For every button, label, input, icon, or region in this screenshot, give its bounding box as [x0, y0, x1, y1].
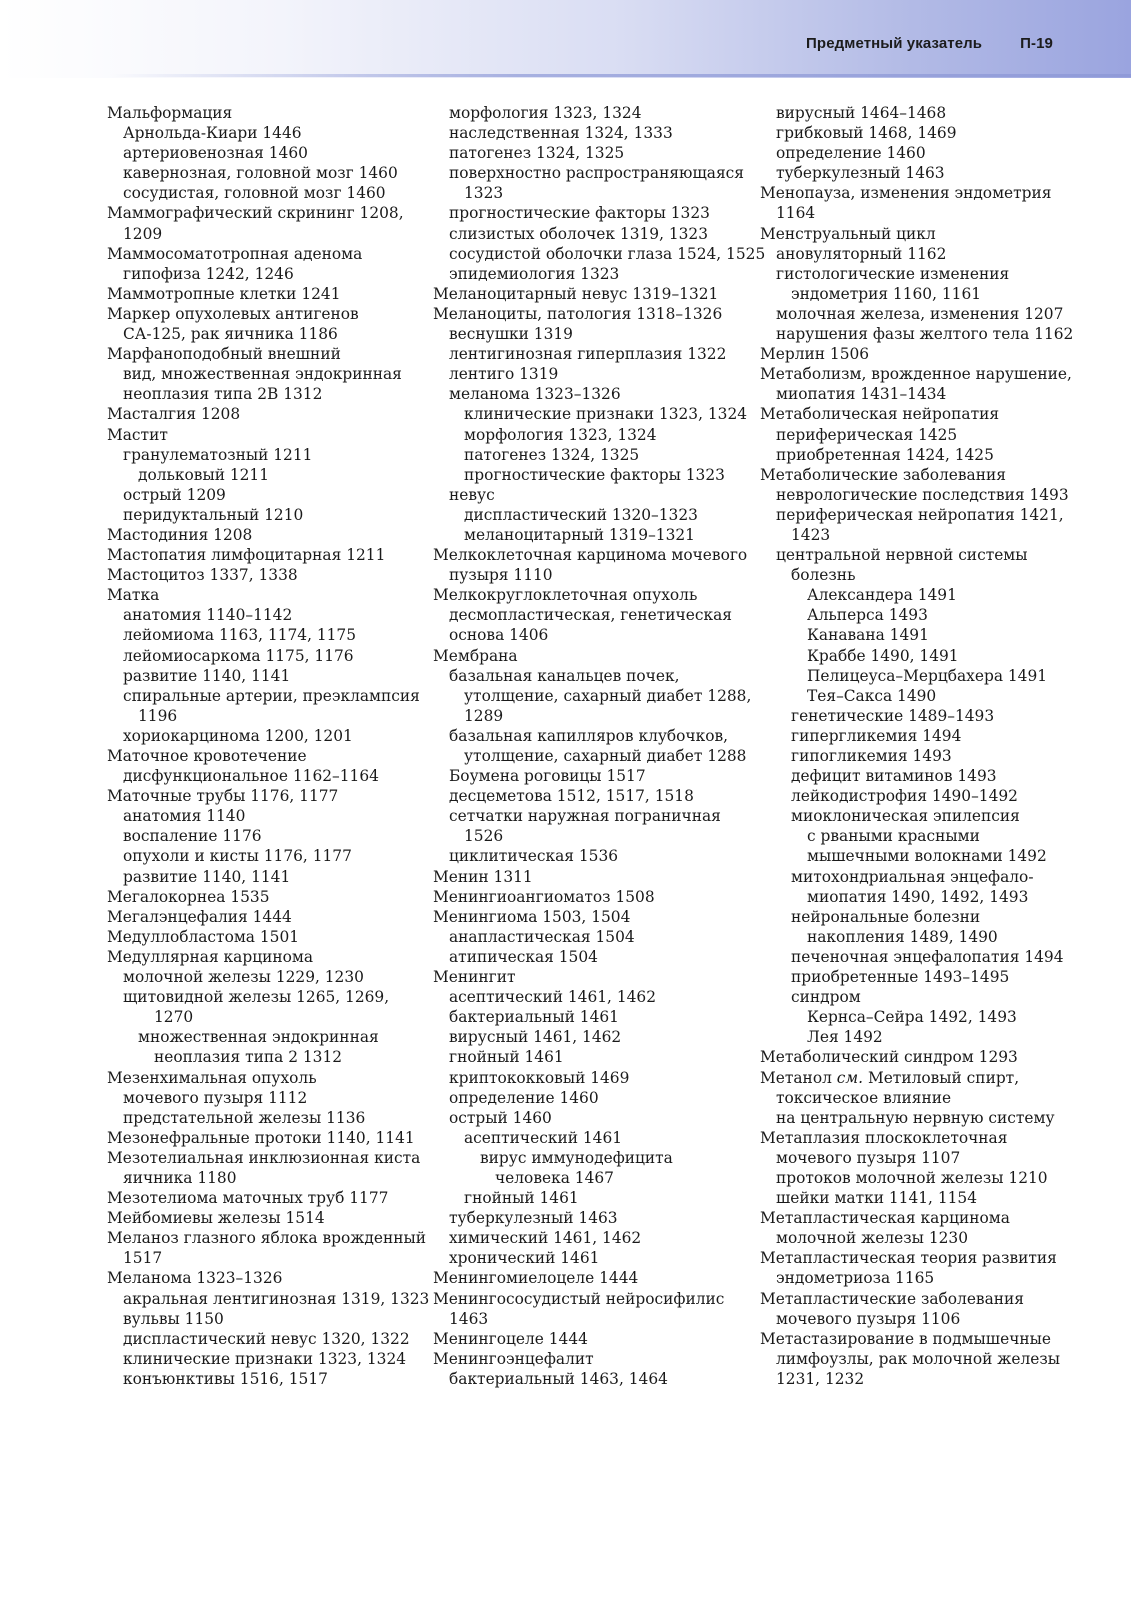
index-line: Маммотропные клетки 1241: [107, 284, 341, 303]
index-line: Масталгия 1208: [107, 405, 241, 424]
index-line: Метаболический синдром 1293: [760, 1048, 1018, 1067]
index-line: гипогликемия 1493: [791, 747, 952, 765]
index-line: сосудистая, головной мозг 1460: [123, 184, 386, 203]
index-line: Меланома 1323–1326: [107, 1269, 283, 1288]
index-line: 1209: [123, 224, 163, 243]
index-line: анатомия 1140: [123, 807, 246, 826]
index-line: Меланоз глазного яблока врожденный: [107, 1229, 427, 1248]
page-number: П-19: [1020, 35, 1053, 52]
index-line: Матка: [107, 586, 160, 605]
index-line: яичника 1180: [123, 1168, 237, 1187]
index-line: приобретенные 1493–1495: [791, 968, 1010, 987]
index-line: Метанол см. Метиловый спирт,: [760, 1068, 1020, 1087]
index-line: миопатия 1490, 1492, 1493: [807, 887, 1029, 906]
index-line: Метапластическая карцинома: [760, 1209, 1010, 1228]
index-line: с рваными красными: [807, 827, 980, 846]
index-line: гипергликемия 1494: [791, 726, 962, 745]
index-line: Альперса 1493: [807, 606, 928, 625]
index-line: вульвы 1150: [123, 1309, 224, 1328]
index-line: Мезенхимальная опухоль: [107, 1068, 317, 1087]
index-line: воспаление 1176: [123, 827, 262, 846]
index-line: лентигинозная гиперплазия 1322: [449, 345, 727, 364]
index-line: Маркер опухолевых антигенов: [107, 304, 359, 323]
index-line: Мастоцитоз 1337, 1338: [107, 566, 298, 585]
index-line: лентиго 1319: [449, 365, 559, 384]
index-line: гранулематозный 1211: [123, 445, 313, 464]
index-line: молочная железа, изменения 1207: [776, 304, 1064, 323]
index-line: Мастодиния 1208: [107, 525, 253, 544]
index-line: Маммосоматотропная аденома: [107, 244, 363, 263]
index-line: Метаболические заболевания: [760, 465, 1006, 484]
index-line: Менингит: [433, 968, 516, 987]
index-line: меланоцитарный 1319–1321: [464, 525, 695, 544]
index-line: Менингососудистый нейросифилис: [433, 1289, 725, 1308]
index-line: дефицит витаминов 1493: [791, 767, 997, 786]
index-line: Метапластическая теория развития: [760, 1249, 1057, 1268]
index-line: генетические 1489–1493: [791, 706, 995, 725]
index-line: Маточные трубы 1176, 1177: [107, 787, 339, 806]
index-line: развитие 1140, 1141: [123, 867, 291, 886]
index-line: пузыря 1110: [449, 566, 553, 585]
index-line: острый 1460: [449, 1108, 552, 1127]
index-line: веснушки 1319: [449, 325, 573, 344]
index-line: 1164: [776, 204, 816, 223]
index-line: бактериальный 1461: [449, 1008, 619, 1027]
index-line: мочевого пузыря 1112: [123, 1088, 308, 1107]
index-line: 1270: [154, 1008, 194, 1027]
index-line: нарушения фазы желтого тела 1162: [776, 325, 1074, 344]
index-line: Александера 1491: [807, 586, 957, 605]
index-line: Мезотелиома маточных труб 1177: [107, 1189, 389, 1208]
index-line: синдром: [791, 988, 861, 1007]
index-line: Мерлин 1506: [760, 345, 870, 364]
index-line: мочевого пузыря 1107: [776, 1148, 961, 1167]
index-line: вирусный 1461, 1462: [449, 1028, 622, 1047]
index-line: базальная канальцев почек,: [449, 666, 680, 685]
index-line: Мелкокруглоклеточная опухоль: [433, 586, 698, 605]
index-line: неврологические последствия 1493: [776, 485, 1069, 504]
index-line: 1526: [464, 827, 504, 846]
index-line: митохондриальная энцефало-: [791, 867, 1034, 886]
index-line: Менингоэнцефалит: [433, 1349, 594, 1368]
index-line: приобретенная 1424, 1425: [776, 445, 994, 464]
index-line: молочной железы 1230: [776, 1229, 968, 1248]
index-line: Мембрана: [433, 646, 518, 665]
index-line: Менструальный цикл: [760, 224, 936, 243]
index-line: острый 1209: [123, 485, 226, 504]
index-line: прогностические факторы 1323: [464, 465, 725, 484]
index-line: лейомиома 1163, 1174, 1175: [123, 626, 357, 645]
index-line: протоков молочной железы 1210: [776, 1168, 1048, 1187]
index-line: молочной железы 1229, 1230: [123, 968, 364, 987]
index-line: эпидемиология 1323: [449, 264, 620, 283]
index-line: лейкодистрофия 1490–1492: [791, 787, 1018, 806]
index-line: Маточное кровотечение: [107, 747, 307, 765]
index-line: прогностические факторы 1323: [449, 204, 710, 223]
section-title: Предметный указатель: [806, 35, 983, 52]
index-line: хориокарцинома 1200, 1201: [123, 726, 353, 745]
index-line: вид, множественная эндокринная: [123, 365, 402, 384]
index-line: Мегалокорнеа 1535: [107, 887, 270, 906]
index-line: СА-125, рак яичника 1186: [123, 325, 338, 344]
header-rule: [110, 74, 1131, 77]
index-line: десмопластическая, генетическая: [449, 606, 732, 625]
index-line: периферическая 1425: [776, 425, 958, 444]
index-line: слизистых оболочек 1319, 1323: [449, 224, 709, 243]
index-column-1: [107, 103, 430, 1389]
index-line: Метаплазия плоскоклеточная: [760, 1128, 1008, 1147]
index-line: Метаболическая нейропатия: [760, 405, 1000, 424]
index-line: определение 1460: [449, 1088, 599, 1107]
index-line: лимфоузлы, рак молочной железы: [776, 1349, 1061, 1368]
index-line: ановуляторный 1162: [776, 244, 947, 263]
index-line: Тея–Сакса 1490: [807, 686, 937, 705]
index-line: анатомия 1140–1142: [123, 606, 293, 625]
index-line: меланома 1323–1326: [449, 385, 621, 404]
index-column-3: [760, 103, 1080, 1389]
index-line: утолщение, сахарный диабет 1288,: [464, 686, 752, 705]
index-line: Меланоциты, патология 1318–1326: [433, 304, 723, 323]
index-line: неоплазия типа 2 1312: [154, 1048, 343, 1067]
index-line: неоплазия типа 2В 1312: [123, 385, 323, 404]
index-line: центральной нервной системы: [776, 546, 1028, 565]
index-line: нейрональные болезни: [791, 907, 981, 926]
index-line: гистологические изменения: [776, 264, 1010, 283]
index-line: 1517: [123, 1249, 163, 1268]
index-line: атипическая 1504: [449, 947, 598, 966]
index-line: 1463: [449, 1309, 489, 1328]
index-line: 1323: [464, 184, 504, 203]
index-line: спиральные артерии, преэклампсия: [123, 686, 420, 705]
index-line: Арнольда-Киари 1446: [123, 124, 302, 143]
index-line: клинические признаки 1323, 1324: [464, 405, 748, 424]
index-line: Метастазирование в подмышечные: [760, 1329, 1051, 1348]
index-line: 1231, 1232: [776, 1369, 865, 1388]
index-line: Боумена роговицы 1517: [449, 767, 646, 786]
index-line: утолщение, сахарный диабет 1288: [464, 747, 747, 765]
index-line: вирус иммунодефицита: [480, 1148, 673, 1167]
index-line: поверхностно распространяющаяся: [449, 164, 744, 183]
index-line: накопления 1489, 1490: [807, 927, 998, 946]
index-line: сетчатки наружная пограничная: [449, 807, 721, 826]
index-line: человека 1467: [495, 1168, 614, 1187]
index-line: диспластический 1320–1323: [464, 505, 698, 524]
index-line: сосудистой оболочки глаза 1524, 1525: [449, 244, 766, 263]
index-line: невус: [449, 485, 495, 504]
index-line: перидуктальный 1210: [123, 505, 304, 524]
index-line: болезнь: [791, 566, 856, 585]
index-line: Канавана 1491: [807, 626, 929, 645]
index-line: патогенез 1324, 1325: [464, 445, 640, 464]
index-line: Пелицеуса–Мерцбахера 1491: [807, 666, 1048, 685]
index-line: артериовенозная 1460: [123, 144, 308, 163]
index-line: эндометрия 1160, 1161: [791, 284, 982, 303]
index-line: Менингиоангиоматоз 1508: [433, 887, 655, 906]
index-line: развитие 1140, 1141: [123, 666, 291, 685]
index-line: определение 1460: [776, 144, 926, 163]
index-line: эндометриоза 1165: [776, 1269, 935, 1288]
index-line: Мегалэнцефалия 1444: [107, 907, 292, 926]
index-line: мышечными волокнами 1492: [807, 847, 1047, 866]
index-line: Мезотелиальная инклюзионная киста: [107, 1148, 421, 1167]
index-line: Менин 1311: [433, 867, 533, 886]
index-line: Меланоцитарный невус 1319–1321: [433, 284, 719, 303]
index-line: клинические признаки 1323, 1324: [123, 1349, 407, 1368]
index-line: криптококковый 1469: [449, 1068, 630, 1087]
index-line: Мастит: [107, 425, 168, 444]
index-line: 1196: [138, 706, 178, 725]
index-line: базальная капилляров клубочков,: [449, 726, 729, 745]
index-line: Марфаноподобный внешний: [107, 345, 341, 364]
index-line: вирусный 1464–1468: [776, 104, 947, 122]
index-line: диспластический невус 1320, 1322: [123, 1329, 410, 1348]
running-head: [806, 35, 1053, 52]
index-line: наследственная 1324, 1333: [449, 124, 673, 143]
index-line: токсическое влияние: [776, 1088, 952, 1107]
index-line: 1423: [791, 525, 831, 544]
index-line: асептический 1461, 1462: [449, 988, 656, 1007]
index-line: Менопауза, изменения эндометрия: [760, 184, 1052, 203]
index-line: Медуллярная карцинома: [107, 947, 314, 966]
index-line: щитовидной железы 1265, 1269,: [123, 988, 390, 1007]
index-line: Кернса–Сейра 1492, 1493: [807, 1008, 1017, 1027]
index-line: хронический 1461: [449, 1249, 600, 1268]
index-line: кавернозная, головной мозг 1460: [123, 164, 398, 183]
index-line: циклитическая 1536: [449, 847, 619, 866]
index-line: печеночная энцефалопатия 1494: [791, 947, 1064, 966]
index-line: Мастопатия лимфоцитарная 1211: [107, 546, 386, 565]
index-line: туберкулезный 1463: [776, 164, 945, 183]
index-line: Маммографический скрининг 1208,: [107, 204, 404, 223]
index-column-2: [433, 103, 766, 1389]
index-line: дисфункциональное 1162–1164: [123, 767, 379, 786]
index-line: дольковый 1211: [138, 465, 270, 484]
index-line: опухоли и кисты 1176, 1177: [123, 847, 352, 866]
index-line: 1289: [464, 706, 504, 725]
index-line: грибковый 1468, 1469: [776, 124, 957, 143]
index-line: множественная эндокринная: [138, 1028, 379, 1047]
index-line: десцеметова 1512, 1517, 1518: [449, 787, 694, 806]
index-line: конъюнктивы 1516, 1517: [123, 1369, 328, 1388]
index-line: морфология 1323, 1324: [464, 425, 657, 444]
index-line: мочевого пузыря 1106: [776, 1309, 961, 1328]
index-line: анапластическая 1504: [449, 927, 635, 946]
index-line: гнойный 1461: [449, 1048, 564, 1067]
index-line: химический 1461, 1462: [449, 1229, 642, 1248]
index-line: Медуллобластома 1501: [107, 927, 300, 946]
index-line: Мезонефральные протоки 1140, 1141: [107, 1128, 415, 1147]
index-line: Метаболизм, врожденное нарушение,: [760, 365, 1072, 384]
index-line: миоклоническая эпилепсия: [791, 807, 1020, 826]
index-line: Мальформация: [107, 104, 233, 122]
index-line: Мейбомиевы железы 1514: [107, 1209, 325, 1228]
index-line: Лея 1492: [807, 1028, 883, 1047]
index-line: Менингоцеле 1444: [433, 1329, 588, 1348]
index-line: предстательной железы 1136: [123, 1108, 366, 1127]
index-line: миопатия 1431–1434: [776, 385, 947, 404]
index-line: гипофиза 1242, 1246: [123, 264, 294, 283]
index-line: Метапластические заболевания: [760, 1289, 1024, 1308]
index-line: патогенез 1324, 1325: [449, 144, 625, 163]
index-line: асептический 1461: [464, 1128, 623, 1147]
index-line: периферическая нейропатия 1421,: [776, 505, 1064, 524]
index-line: бактериальный 1463, 1464: [449, 1369, 668, 1388]
index-line: Менингиома 1503, 1504: [433, 907, 631, 926]
index-line: морфология 1323, 1324: [449, 104, 642, 122]
index-line: шейки матки 1141, 1154: [776, 1189, 977, 1208]
index-line: на центральную нервную систему: [776, 1108, 1055, 1127]
index-line: основа 1406: [449, 626, 549, 645]
index-line: акральная лентигинозная 1319, 1323: [123, 1289, 430, 1308]
index-line: Краббе 1490, 1491: [807, 646, 959, 665]
index-line: лейомиосаркома 1175, 1176: [123, 646, 354, 665]
index-line: туберкулезный 1463: [449, 1209, 618, 1228]
index-line: Менингомиелоцеле 1444: [433, 1269, 639, 1288]
index-line: Мелкоклеточная карцинома мочевого: [433, 546, 748, 565]
index-line: гнойный 1461: [464, 1189, 579, 1208]
